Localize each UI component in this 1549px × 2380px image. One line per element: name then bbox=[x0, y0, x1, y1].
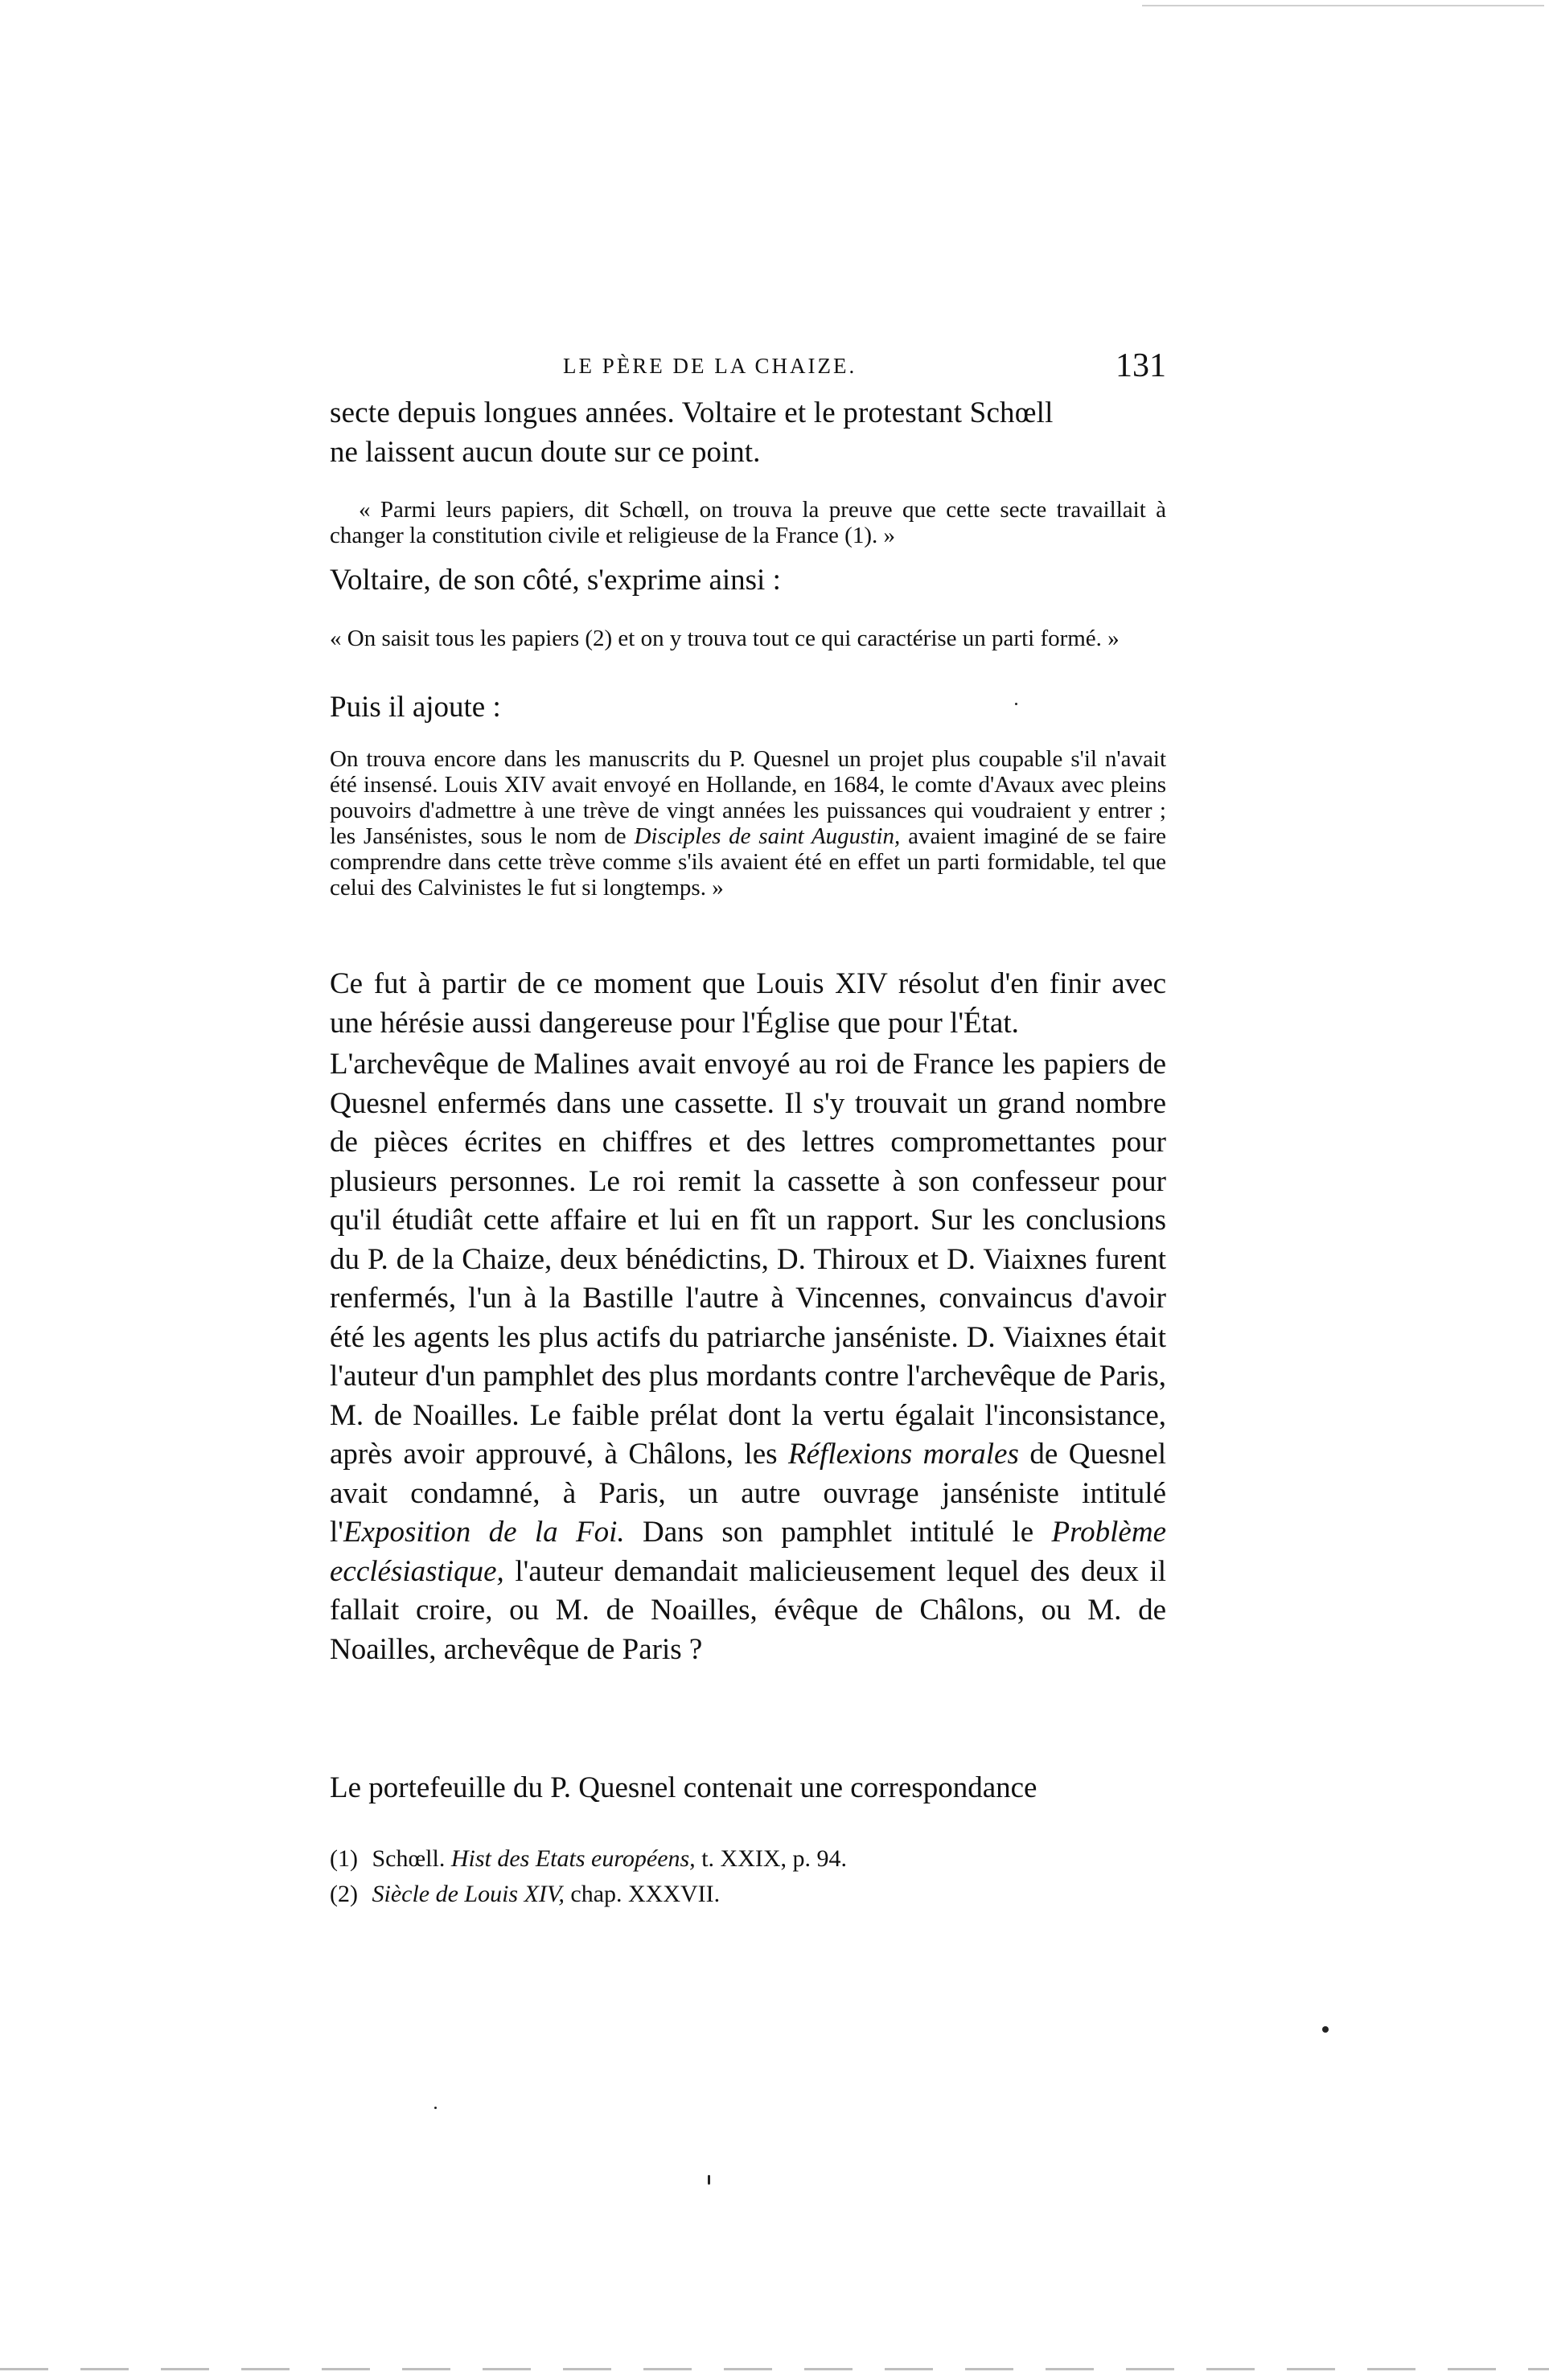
paragraph-portefeuille bbox=[330, 1769, 1166, 1808]
speck bbox=[1015, 703, 1017, 705]
running-title: LE PÈRE DE LA CHAIZE. bbox=[563, 354, 857, 378]
italic-title: Problème ecclésiastique, bbox=[330, 1516, 1166, 1588]
footnote-ref: chap. XXXVII. bbox=[570, 1881, 721, 1907]
italic-title: Exposition de la Foi. bbox=[343, 1516, 625, 1549]
footnote-mark: (1) bbox=[330, 1845, 358, 1872]
paragraph-malines bbox=[330, 1045, 1166, 1669]
footnote-author: Schœll. bbox=[372, 1845, 446, 1872]
quote-text: « On saisit tous les papiers (2) et on y trouva tout ce qui caractérise un parti formé. » bbox=[330, 626, 1120, 651]
italic-title: Réflexions morales bbox=[788, 1438, 1019, 1471]
footnotes bbox=[330, 1841, 1166, 1912]
speck bbox=[434, 2107, 437, 2109]
quote-part: On trouva encore dans les manuscrits du P. Quesnel un projet plus coupable s'il n'avait été insensé. Louis XIV avait envoyé en Hollande, en 1684, le comte d'Avaux avec pleins pouvoirs d'admettre à une trève de vingt années les puissances qui voudraient y entrer ; les Jansénistes, sous le nom de bbox=[330, 746, 1166, 849]
paragraph-puis bbox=[330, 688, 1166, 728]
speck bbox=[708, 2175, 710, 2185]
footnote-ref: t. XXIX, p. 94. bbox=[701, 1845, 848, 1872]
footnote-mark: (2) bbox=[330, 1881, 358, 1907]
footnote-title: Hist des Etats européens, bbox=[450, 1845, 696, 1872]
footnote-title: Siècle de Louis XIV, bbox=[372, 1881, 565, 1907]
speck bbox=[1322, 2026, 1329, 2033]
text-line: secte depuis longues années. Voltaire et le protestant Schœll bbox=[330, 396, 1054, 429]
paragraph-continuation bbox=[330, 394, 1166, 472]
text-line: ne laissent aucun doute sur ce point. bbox=[330, 435, 761, 469]
page-number: 131 bbox=[1116, 347, 1166, 384]
quote-voltaire bbox=[330, 626, 1166, 651]
paragraph-voltaire bbox=[330, 561, 1166, 601]
footnote bbox=[330, 1841, 1166, 1877]
text-part: l'auteur demandait malicieusement lequel des deux il fallait croire, ou M. de Noailles, évêque de Châlons, ou M. de Noailles, archevêque de Paris ? bbox=[330, 1554, 1166, 1666]
paragraph-text: Ce fut à partir de ce moment que Louis XIV résolut d'en finir avec une hérésie aussi dangereuse pour l'Église que pour l'État. bbox=[330, 967, 1166, 1040]
paragraph-louis-xiv bbox=[330, 965, 1166, 1043]
quote-italic: Disciples de saint Augustin, bbox=[634, 823, 901, 849]
text-part: de Quesnel avait condamné, à Paris, un autre ouvrage janséniste intitulé l' bbox=[330, 1438, 1167, 1549]
quote-schoell bbox=[330, 497, 1166, 548]
quote-part: avaient imaginé de se faire comprendre dans cette trève comme s'ils avaient été en effet un parti formidable, tel que celui des Calvinistes le fut si longtemps. » bbox=[330, 823, 1166, 901]
paragraph-text: Voltaire, de son côté, s'exprime ainsi : bbox=[330, 564, 781, 597]
text-part: Dans son pamphlet intitulé le bbox=[624, 1516, 1052, 1549]
quote-quesnel bbox=[330, 746, 1166, 901]
running-header bbox=[330, 346, 1166, 386]
scan-edge-line bbox=[0, 2368, 1549, 2370]
quote-text: « Parmi leurs papiers, dit Schœll, on trouva la preuve que cette secte travaillait à changer la constitution civile et religieuse de la France (1). » bbox=[330, 497, 1166, 548]
text-part: L'archevêque de Malines avait envoyé au roi de France les papiers de Quesnel enfermés dans une cassette. Il s'y trouvait un grand nombre de pièces écrites en chiffres et des lettres compromettantes pour plusieurs personnes. Le roi remit la cassette à son confesseur pour qu'il étudiât cette affaire et lui en fît un rapport. Sur les conclusions du P. de la Chaize, deux bénédictins, D. Thiroux et D. Viaixnes furent renfermés, l'un à la Bastille l'autre à Vincennes, convaincus d'avoir été les agents les plus actifs du patriarche janséniste. D. Viaixnes était l'auteur d'un pamphlet des plus mordants contre l'archevêque de Paris, M. de Noailles. Le faible prélat dont la vertu égalait l'inconsistance, après avoir approuvé, à Châlons, les bbox=[330, 1048, 1166, 1471]
paragraph-text bbox=[330, 1045, 1166, 1669]
paragraph-text: Puis il ajoute : bbox=[330, 691, 501, 724]
paragraph-text: Le portefeuille du P. Quesnel contenait une correspondance bbox=[330, 1771, 1037, 1804]
quote-text bbox=[330, 746, 1166, 901]
footnote bbox=[330, 1877, 1166, 1912]
scan-edge-line bbox=[1142, 5, 1544, 6]
